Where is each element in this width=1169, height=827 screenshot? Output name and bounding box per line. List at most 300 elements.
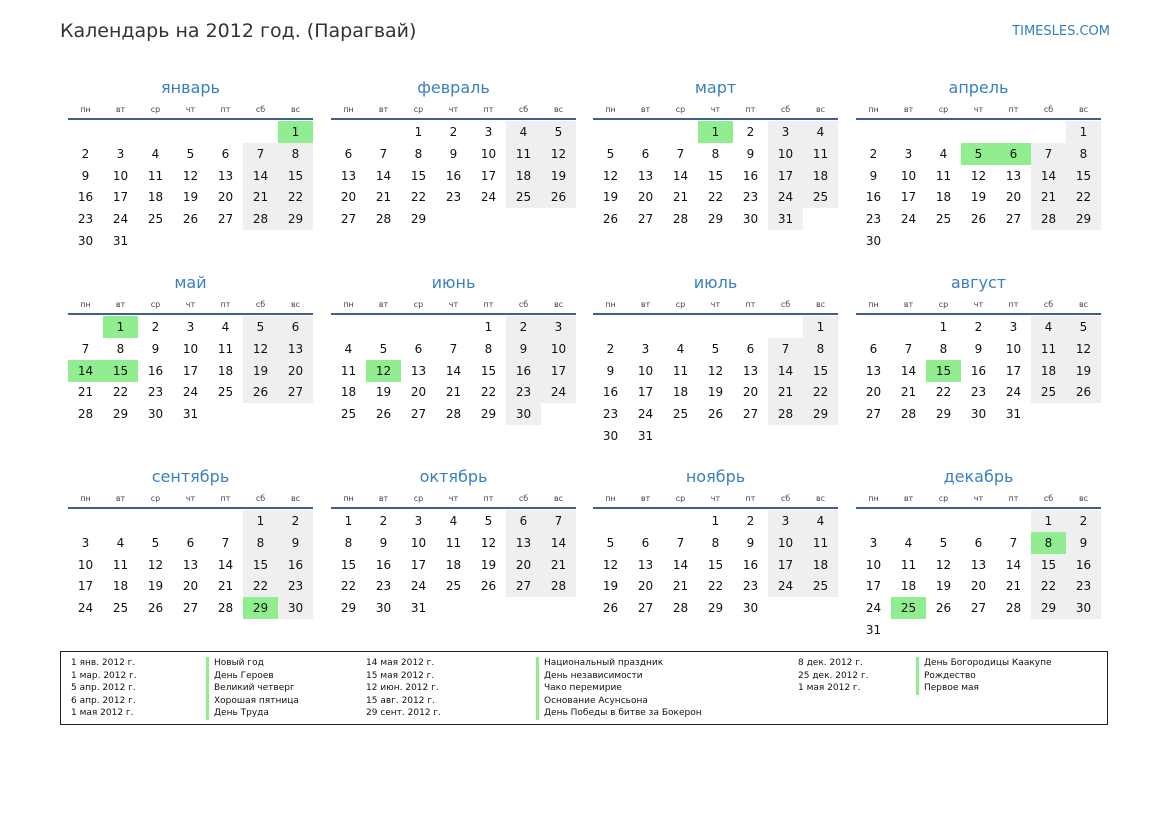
day-cell: 2 xyxy=(379,514,388,528)
weekday-label: пт xyxy=(483,105,494,114)
day-cell: 17 xyxy=(410,557,427,572)
day-cell: 27 xyxy=(340,212,357,227)
day-cell: 9 xyxy=(974,341,983,356)
weekday-label: ср xyxy=(938,105,949,114)
day-cell: 25 xyxy=(506,186,541,208)
legend-date: 1 мар. 2012 г. xyxy=(71,670,137,681)
day-cell: 30 xyxy=(147,407,164,422)
weekday-label: вт xyxy=(903,494,914,503)
day-cell: 5 xyxy=(186,146,195,161)
weekday-label: вс xyxy=(553,300,564,309)
day-cell: 27 xyxy=(217,212,234,227)
month-header-rule xyxy=(593,118,838,120)
day-cell: 8 xyxy=(939,341,948,356)
holiday-day: 15 xyxy=(103,360,138,382)
day-cell: 16 xyxy=(278,554,313,576)
day-cell: 21 xyxy=(768,381,803,403)
day-cell: 5 xyxy=(1066,316,1101,338)
day-cell: 30 xyxy=(742,601,759,616)
day-cell: 19 xyxy=(602,190,619,205)
day-cell: 15 xyxy=(1066,165,1101,187)
site-link[interactable]: TIMESLES.COM xyxy=(1012,24,1110,39)
weekday-label: пн xyxy=(343,494,354,503)
weekday-label: вс xyxy=(290,105,301,114)
weekday-label: пн xyxy=(80,105,91,114)
day-cell: 25 xyxy=(803,186,838,208)
weekday-label: вс xyxy=(1078,494,1089,503)
weekday-label: пт xyxy=(220,494,231,503)
weekday-label: вт xyxy=(640,494,651,503)
day-cell: 12 xyxy=(707,363,724,378)
day-cell: 14 xyxy=(672,557,689,572)
day-cell: 18 xyxy=(506,165,541,187)
month-header-rule xyxy=(68,118,313,120)
day-cell: 19 xyxy=(1066,360,1101,382)
day-cell: 21 xyxy=(672,579,689,594)
day-cell: 24 xyxy=(182,385,199,400)
day-cell: 10 xyxy=(637,363,654,378)
legend-holiday-name: Новый год xyxy=(206,657,299,670)
day-cell: 4 xyxy=(344,341,353,356)
day-cell: 3 xyxy=(768,510,803,532)
holiday-day: 15 xyxy=(926,360,961,382)
day-cell: 30 xyxy=(278,597,313,619)
day-cell: 9 xyxy=(1066,532,1101,554)
day-cell: 14 xyxy=(1031,165,1066,187)
day-cell: 22 xyxy=(243,575,278,597)
weekday-label: ср xyxy=(150,300,161,309)
day-cell: 14 xyxy=(375,168,392,183)
month-name: апрель xyxy=(948,78,1009,97)
day-cell: 24 xyxy=(77,601,94,616)
holiday-legend xyxy=(60,651,1108,725)
day-cell: 29 xyxy=(112,407,129,422)
day-cell: 5 xyxy=(379,341,388,356)
weekday-label: сб xyxy=(780,300,791,309)
day-cell: 7 xyxy=(676,535,685,550)
day-cell: 11 xyxy=(900,557,917,572)
day-cell: 28 xyxy=(900,407,917,422)
legend-holiday-name: День независимости xyxy=(536,670,702,683)
day-cell: 6 xyxy=(641,146,650,161)
weekday-label: вт xyxy=(378,105,389,114)
day-cell: 2 xyxy=(869,146,878,161)
legend-date: 5 апр. 2012 г. xyxy=(71,683,136,694)
day-cell: 10 xyxy=(77,557,94,572)
day-cell: 4 xyxy=(151,146,160,161)
day-cell: 16 xyxy=(970,363,987,378)
day-cell: 29 xyxy=(278,208,313,230)
legend-holiday-name: День Победы в битве за Бокерон xyxy=(536,707,702,720)
day-cell: 28 xyxy=(1031,208,1066,230)
day-cell: 1 xyxy=(344,514,353,528)
holiday-day: 29 xyxy=(243,597,278,619)
day-cell: 22 xyxy=(278,186,313,208)
month-name: март xyxy=(694,78,737,97)
day-cell: 24 xyxy=(480,190,497,205)
day-cell: 17 xyxy=(865,579,882,594)
day-cell: 23 xyxy=(970,385,987,400)
day-cell: 1 xyxy=(939,320,948,334)
day-cell: 24 xyxy=(112,212,129,227)
day-cell: 4 xyxy=(939,146,948,161)
day-cell: 22 xyxy=(935,385,952,400)
weekday-label: чт xyxy=(973,494,984,503)
month-header-rule xyxy=(331,313,576,315)
weekday-label: сб xyxy=(255,300,266,309)
legend-date: 8 дек. 2012 г. xyxy=(798,658,863,668)
day-cell: 20 xyxy=(506,554,541,576)
day-cell: 29 xyxy=(707,212,724,227)
day-cell: 4 xyxy=(221,320,230,334)
day-cell: 31 xyxy=(182,407,199,422)
weekday-label: пн xyxy=(343,300,354,309)
day-cell: 22 xyxy=(340,579,357,594)
day-cell: 5 xyxy=(606,535,615,550)
day-cell: 7 xyxy=(768,338,803,360)
day-cell: 4 xyxy=(904,535,913,550)
day-cell: 5 xyxy=(484,514,493,528)
legend-date: 25 дек. 2012 г. xyxy=(798,670,869,681)
day-cell: 16 xyxy=(742,557,759,572)
legend-holiday-name: Рождество xyxy=(916,670,1052,683)
day-cell: 20 xyxy=(217,190,234,205)
weekday-label: вт xyxy=(903,300,914,309)
day-cell: 8 xyxy=(711,146,720,161)
weekday-label: ср xyxy=(675,494,686,503)
day-cell: 29 xyxy=(340,601,357,616)
day-cell: 21 xyxy=(77,385,94,400)
month-header-rule xyxy=(856,507,1101,509)
day-cell: 4 xyxy=(1031,316,1066,338)
weekday-label: вт xyxy=(903,105,914,114)
day-cell: 26 xyxy=(541,186,576,208)
day-cell: 21 xyxy=(375,190,392,205)
day-cell: 22 xyxy=(112,385,129,400)
day-cell: 18 xyxy=(445,557,462,572)
legend-holiday-name: Основание Асунсьона xyxy=(536,695,702,708)
month-header-rule xyxy=(593,313,838,315)
day-cell: 5 xyxy=(243,316,278,338)
day-cell: 31 xyxy=(768,208,803,230)
month-header-rule xyxy=(856,118,1101,120)
weekday-label: ср xyxy=(675,300,686,309)
day-cell: 8 xyxy=(414,146,423,161)
day-cell: 30 xyxy=(1066,597,1101,619)
weekday-label: сб xyxy=(780,105,791,114)
day-cell: 14 xyxy=(768,360,803,382)
day-cell: 2 xyxy=(974,320,983,334)
weekday-label: вс xyxy=(553,494,564,503)
day-cell: 1 xyxy=(414,125,423,139)
day-cell: 7 xyxy=(1009,535,1018,550)
day-cell: 3 xyxy=(768,121,803,143)
day-cell: 16 xyxy=(602,385,619,400)
day-cell: 7 xyxy=(1031,143,1066,165)
day-cell: 30 xyxy=(375,601,392,616)
day-cell: 24 xyxy=(865,601,882,616)
day-cell: 22 xyxy=(410,190,427,205)
day-cell: 28 xyxy=(217,601,234,616)
month-name: январь xyxy=(161,78,220,97)
day-cell: 28 xyxy=(1005,601,1022,616)
holiday-day: 1 xyxy=(103,316,138,338)
day-cell: 2 xyxy=(1066,510,1101,532)
legend-date: 1 мая 2012 г. xyxy=(71,708,134,719)
legend-date: 14 мая 2012 г. xyxy=(366,658,435,668)
day-cell: 15 xyxy=(480,363,497,378)
month-name: май xyxy=(174,273,207,292)
day-cell: 13 xyxy=(410,363,427,378)
day-cell: 20 xyxy=(637,190,654,205)
day-cell: 8 xyxy=(1066,143,1101,165)
day-cell: 16 xyxy=(77,190,94,205)
month-name: декабрь xyxy=(943,467,1014,486)
legend-names xyxy=(536,657,702,720)
weekday-label: чт xyxy=(448,105,459,114)
day-cell: 19 xyxy=(243,360,278,382)
day-cell: 3 xyxy=(1009,320,1018,334)
legend-dates xyxy=(366,657,441,720)
day-cell: 29 xyxy=(803,403,838,425)
day-cell: 23 xyxy=(1066,575,1101,597)
day-cell: 16 xyxy=(865,190,882,205)
month-name: октябрь xyxy=(419,467,488,486)
legend-holiday-name: Первое мая xyxy=(916,682,1052,695)
holiday-day: 1 xyxy=(698,121,733,143)
month-header-rule xyxy=(331,507,576,509)
day-cell: 13 xyxy=(182,557,199,572)
day-cell: 6 xyxy=(186,535,195,550)
day-cell: 19 xyxy=(707,385,724,400)
day-cell: 24 xyxy=(768,575,803,597)
day-cell: 23 xyxy=(865,212,882,227)
day-cell: 10 xyxy=(541,338,576,360)
day-cell: 13 xyxy=(637,168,654,183)
weekday-label: сб xyxy=(255,494,266,503)
day-cell: 4 xyxy=(803,121,838,143)
day-cell: 11 xyxy=(340,363,357,378)
day-cell: 25 xyxy=(803,575,838,597)
day-cell: 4 xyxy=(506,121,541,143)
day-cell: 3 xyxy=(869,535,878,550)
day-cell: 7 xyxy=(243,143,278,165)
day-cell: 10 xyxy=(900,168,917,183)
day-cell: 19 xyxy=(541,165,576,187)
day-cell: 9 xyxy=(746,535,755,550)
weekday-label: вт xyxy=(115,494,126,503)
legend-date: 15 мая 2012 г. xyxy=(366,670,435,681)
day-cell: 11 xyxy=(803,532,838,554)
month-header-rule xyxy=(68,507,313,509)
day-cell: 7 xyxy=(904,341,913,356)
day-cell: 24 xyxy=(541,381,576,403)
day-cell: 7 xyxy=(676,146,685,161)
day-cell: 10 xyxy=(768,532,803,554)
weekday-label: пт xyxy=(1008,300,1019,309)
day-cell: 27 xyxy=(637,601,654,616)
day-cell: 22 xyxy=(803,381,838,403)
day-cell: 28 xyxy=(672,601,689,616)
weekday-label: пн xyxy=(605,105,616,114)
legend-names xyxy=(916,657,1052,695)
day-cell: 11 xyxy=(445,535,462,550)
weekday-label: ср xyxy=(150,105,161,114)
day-cell: 26 xyxy=(602,212,619,227)
weekday-label: пт xyxy=(483,494,494,503)
weekday-label: пт xyxy=(483,300,494,309)
month-name: февраль xyxy=(417,78,490,97)
weekday-label: чт xyxy=(710,300,721,309)
weekday-label: чт xyxy=(710,494,721,503)
day-cell: 30 xyxy=(77,234,94,248)
weekday-label: вт xyxy=(378,300,389,309)
weekday-label: сб xyxy=(518,300,529,309)
day-cell: 22 xyxy=(707,579,724,594)
day-cell: 1 xyxy=(484,320,493,334)
day-cell: 23 xyxy=(375,579,392,594)
weekday-label: пт xyxy=(220,300,231,309)
day-cell: 10 xyxy=(480,146,497,161)
day-cell: 25 xyxy=(217,385,234,400)
weekday-label: вс xyxy=(815,105,826,114)
day-cell: 11 xyxy=(147,168,164,183)
day-cell: 24 xyxy=(637,407,654,422)
weekday-label: пн xyxy=(605,300,616,309)
day-cell: 1 xyxy=(243,510,278,532)
weekday-label: вт xyxy=(640,300,651,309)
day-cell: 12 xyxy=(541,143,576,165)
day-cell: 17 xyxy=(541,360,576,382)
day-cell: 3 xyxy=(541,316,576,338)
day-cell: 7 xyxy=(449,341,458,356)
weekday-label: чт xyxy=(448,300,459,309)
legend-holiday-name: День Труда xyxy=(206,707,299,720)
day-cell: 18 xyxy=(112,579,129,594)
legend-date: 1 мая 2012 г. xyxy=(798,683,861,694)
day-cell: 25 xyxy=(340,407,357,422)
day-cell: 29 xyxy=(935,407,952,422)
day-cell: 9 xyxy=(506,338,541,360)
day-cell: 7 xyxy=(541,510,576,532)
day-cell: 11 xyxy=(506,143,541,165)
day-cell: 14 xyxy=(900,363,917,378)
day-cell: 23 xyxy=(742,190,759,205)
weekday-label: ср xyxy=(938,300,949,309)
day-cell: 11 xyxy=(672,363,689,378)
weekday-label: чт xyxy=(185,494,196,503)
weekday-label: ср xyxy=(150,494,161,503)
day-cell: 3 xyxy=(904,146,913,161)
day-cell: 13 xyxy=(637,557,654,572)
month-name: ноябрь xyxy=(685,467,746,486)
day-cell: 20 xyxy=(182,579,199,594)
day-cell: 2 xyxy=(81,146,90,161)
day-cell: 26 xyxy=(1066,381,1101,403)
day-cell: 31 xyxy=(865,623,882,637)
day-cell: 23 xyxy=(445,190,462,205)
weekday-label: чт xyxy=(185,105,196,114)
weekday-label: вс xyxy=(290,300,301,309)
day-cell: 20 xyxy=(1005,190,1022,205)
weekday-label: чт xyxy=(185,300,196,309)
day-cell: 8 xyxy=(278,143,313,165)
day-cell: 21 xyxy=(1005,579,1022,594)
day-cell: 13 xyxy=(865,363,882,378)
day-cell: 9 xyxy=(278,532,313,554)
day-cell: 14 xyxy=(541,532,576,554)
holiday-day: 1 xyxy=(278,121,313,143)
day-cell: 2 xyxy=(606,341,615,356)
day-cell: 29 xyxy=(707,601,724,616)
day-cell: 27 xyxy=(506,575,541,597)
day-cell: 7 xyxy=(81,341,90,356)
day-cell: 1 xyxy=(1066,121,1101,143)
day-cell: 14 xyxy=(243,165,278,187)
day-cell: 26 xyxy=(182,212,199,227)
holiday-day: 8 xyxy=(1031,532,1066,554)
day-cell: 27 xyxy=(970,601,987,616)
day-cell: 4 xyxy=(449,514,458,528)
day-cell: 3 xyxy=(641,341,650,356)
day-cell: 19 xyxy=(970,190,987,205)
month-header-rule xyxy=(856,313,1101,315)
day-cell: 23 xyxy=(147,385,164,400)
weekday-label: сб xyxy=(1043,494,1054,503)
day-cell: 20 xyxy=(278,360,313,382)
day-cell: 21 xyxy=(900,385,917,400)
holiday-day: 12 xyxy=(366,360,401,382)
day-cell: 15 xyxy=(340,557,357,572)
holiday-day: 14 xyxy=(68,360,103,382)
day-cell: 12 xyxy=(182,168,199,183)
day-cell: 30 xyxy=(970,407,987,422)
day-cell: 22 xyxy=(1031,575,1066,597)
day-cell: 3 xyxy=(414,514,423,528)
day-cell: 17 xyxy=(768,165,803,187)
day-cell: 18 xyxy=(1031,360,1066,382)
legend-date: 1 янв. 2012 г. xyxy=(71,658,136,668)
day-cell: 15 xyxy=(1031,554,1066,576)
day-cell: 15 xyxy=(803,360,838,382)
day-cell: 9 xyxy=(449,146,458,161)
day-cell: 12 xyxy=(480,535,497,550)
day-cell: 4 xyxy=(803,510,838,532)
day-cell: 18 xyxy=(935,190,952,205)
day-cell: 25 xyxy=(445,579,462,594)
day-cell: 22 xyxy=(707,190,724,205)
month-name: август xyxy=(950,273,1007,292)
day-cell: 20 xyxy=(742,385,759,400)
day-cell: 5 xyxy=(541,121,576,143)
day-cell: 7 xyxy=(379,146,388,161)
weekday-label: пн xyxy=(80,494,91,503)
page-title: Календарь на 2012 год. (Парагвай) xyxy=(60,20,417,42)
day-cell: 2 xyxy=(746,514,755,528)
day-cell: 20 xyxy=(637,579,654,594)
day-cell: 13 xyxy=(970,557,987,572)
weekday-label: вт xyxy=(378,494,389,503)
day-cell: 16 xyxy=(147,363,164,378)
day-cell: 31 xyxy=(637,429,654,443)
day-cell: 19 xyxy=(147,579,164,594)
day-cell: 9 xyxy=(151,341,160,356)
legend-date: 6 апр. 2012 г. xyxy=(71,695,136,706)
day-cell: 13 xyxy=(340,168,357,183)
weekday-label: пн xyxy=(605,494,616,503)
weekday-label: сб xyxy=(1043,300,1054,309)
weekday-label: чт xyxy=(710,105,721,114)
